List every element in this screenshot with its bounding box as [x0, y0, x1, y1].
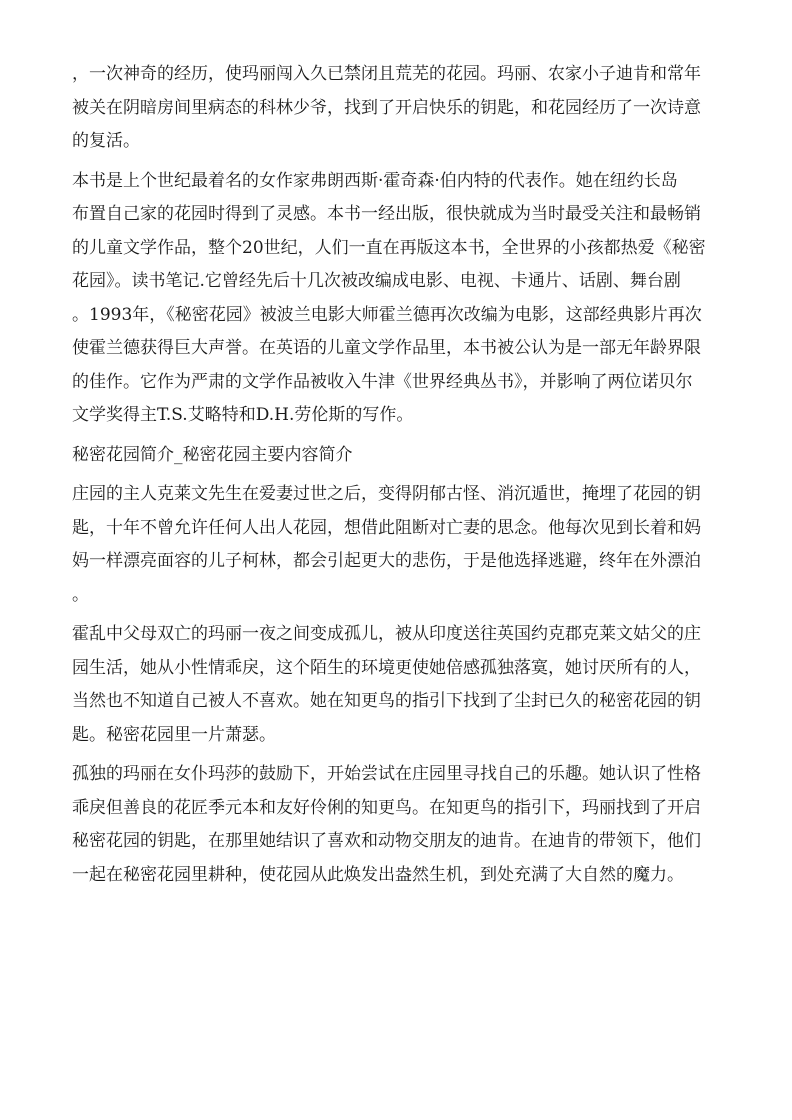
- text-line: 当然也不知道自己被人不喜欢。她在知更鸟的指引下找到了尘封已久的秘密花园的钥: [72, 691, 701, 711]
- text-line: 。: [72, 584, 89, 605]
- text-line: 匙，十年不曾允许任何人出人花园，想借此阻断对亡妻的思念。他每次见到长着和妈: [72, 517, 701, 538]
- text-line: 秘密花园的钥匙，在那里她结识了喜欢和动物交朋友的迪肯。在迪肯的带领下，他们: [72, 831, 701, 851]
- text-line: 的复活。: [72, 131, 140, 151]
- text-line: 文学奖得主T.S.艾略特和D.H.劳伦斯的写作。: [72, 405, 414, 425]
- paragraph-5: [72, 758, 717, 892]
- text-line: 霍乱中父母双亡的玛丽一夜之间变成孤儿，被从印度送往英国约克郡克莱文姑父的庄: [72, 624, 701, 644]
- text-line: 孤独的玛丽在女仆玛莎的鼓励下，开始尝试在庄园里寻找自己的乐趣。她认识了性格: [72, 764, 701, 784]
- text-line: 乖戾但善良的花匠季元本和友好伶俐的知更鸟。在知更鸟的指引下，玛丽找到了开启: [72, 797, 701, 818]
- document-page: [72, 58, 717, 892]
- text-line: 布置自己家的花园时得到了灵感。本书一经出版，很快就成为当时最受关注和最畅销: [72, 204, 701, 224]
- text-line: 庄园的主人克莱文先生在爱妻过世之后，变得阴郁古怪、消沉遁世，掩埋了花园的钥: [72, 484, 701, 504]
- text-line: 花园》。读书笔记.它曾经先后十几次被改编成电影、电视、卡通片、话剧、舞台剧: [72, 271, 681, 291]
- text-line: 匙。秘密花园里一片萧瑟。: [72, 724, 276, 745]
- section-heading: [72, 439, 717, 473]
- text-line: 使霍兰德获得巨大声誉。在英语的儿童文学作品里，本书被公认为是一部无年龄界限: [72, 338, 701, 358]
- text-line: 园生活，她从小性情乖戾，这个陌生的环境更使她倍感孤独落寞，她讨厌所有的人，: [72, 657, 701, 678]
- text-line: 。1993年，《秘密花园》被波兰电影大师霍兰德再次改编为电影，这部经典影片再次: [72, 304, 702, 325]
- text-line: 妈一样漂亮面容的儿子柯林，都会引起更大的悲伤，于是他选择逃避，终年在外漂泊: [72, 551, 701, 571]
- text-line: 的佳作。它作为严肃的文学作品被收入牛津《世界经典丛书》，并影响了两位诺贝尔: [72, 371, 693, 392]
- paragraph-2: [72, 165, 717, 433]
- paragraph-3: [72, 478, 717, 612]
- text-line: 一起在秘密花园里耕种，使花园从此焕发出盎然生机，到处充满了大自然的魔力。: [72, 864, 684, 885]
- text-line: 秘密花园简介_秘密花园主要内容简介: [72, 444, 353, 465]
- text-line: 被关在阴暗房间里病态的科林少爷，找到了开启快乐的钥匙，和花园经历了一次诗意: [72, 97, 701, 118]
- text-line: 的儿童文学作品，整个20世纪，人们一直在再版这本书，全世界的小孩都热爱《秘密: [72, 237, 706, 258]
- text-line: 本书是上个世纪最着名的女作家弗朗西斯·霍奇森·伯内特的代表作。她在纽约长岛: [72, 170, 678, 191]
- text-line: ，一次神奇的经历，使玛丽闯入久已禁闭且荒芜的花园。玛丽、农家小子迪肯和常年: [72, 64, 701, 84]
- paragraph-1: [72, 58, 717, 159]
- paragraph-4: [72, 618, 717, 752]
